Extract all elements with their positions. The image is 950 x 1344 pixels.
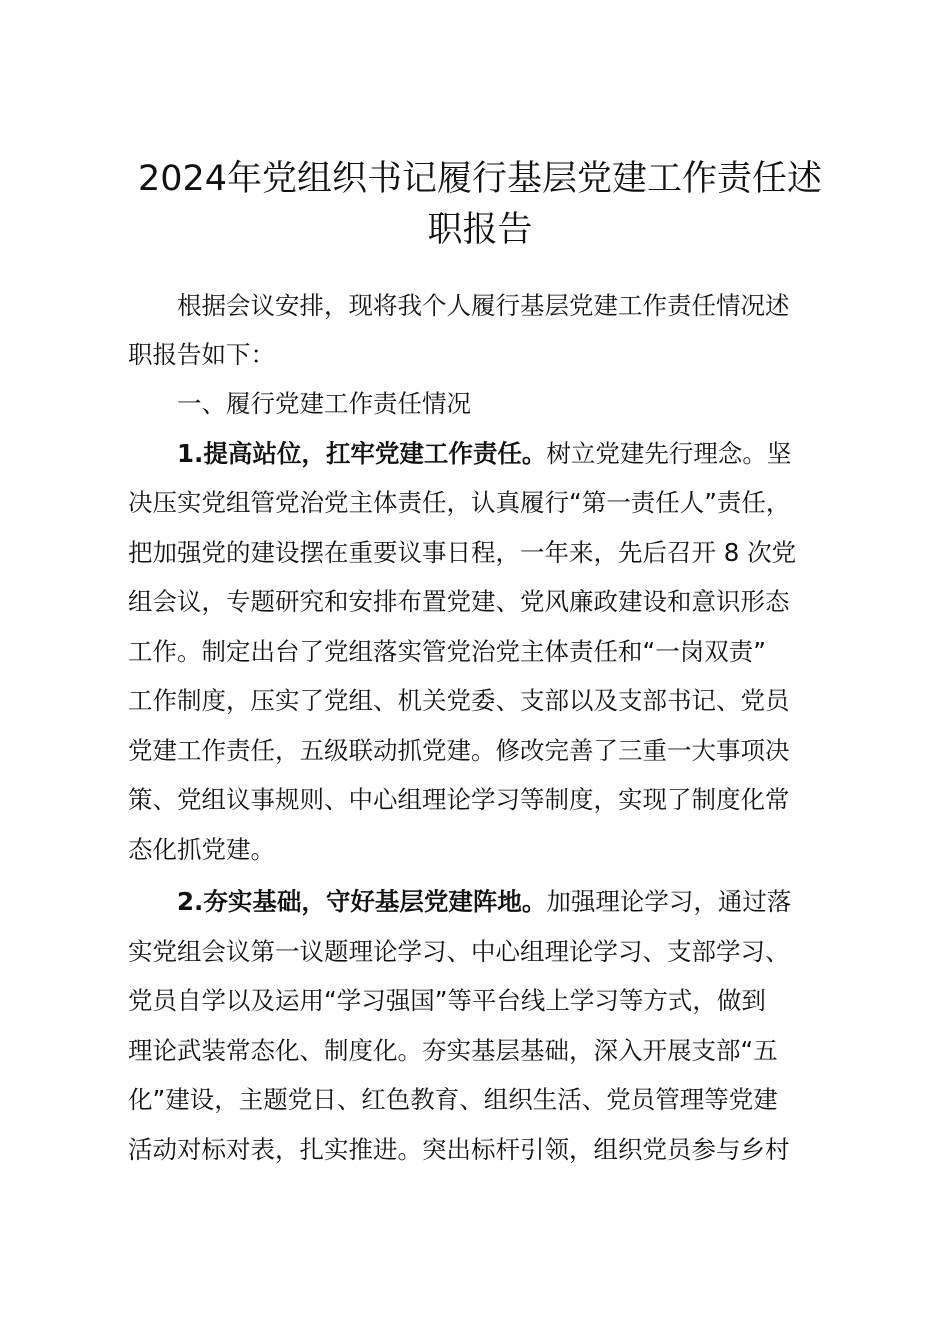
paragraph-1-line: 把加强党的建设摆在重要议事日程，一年来，先后召开 8 次党 (128, 538, 797, 567)
paragraph-1-line: 工作。制定出台了党组落实管党治党主体责任和“一岗双责” (128, 637, 766, 666)
paragraph-1-line: 工作制度，压实了党组、机关党委、支部以及支部书记、党员 (128, 686, 790, 715)
paragraph-1-lead: 1.提高站位，扛牢党建工作责任。 (177, 439, 547, 468)
paragraph-2-line: 实党组会议第一议题理论学习、中心组理论学习、支部学习、 (128, 937, 790, 966)
document-title-line-1: 2024年党组织书记履行基层党建工作责任述 (137, 159, 823, 199)
intro-line-1: 根据会议安排，现将我个人履行基层党建工作责任情况述 (177, 291, 790, 320)
section-heading: 一、履行党建工作责任情况 (177, 389, 471, 418)
paragraph-1-line: 党建工作责任，五级联动抓党建。修改完善了三重一大事项决 (128, 736, 790, 765)
paragraph-1-first-line-rest: 树立党建先行理念。坚 (546, 439, 792, 468)
paragraph-1-line-1 (177, 437, 791, 471)
paragraph-2-line: 活动对标对表，扎实推进。突出标杆引领，组织党员参与乡村 (128, 1135, 790, 1164)
paragraph-2-line-1 (177, 885, 791, 919)
paragraph-2-first-line-rest: 加强理论学习，通过落 (546, 887, 792, 916)
intro-line-2: 职报告如下： (128, 340, 275, 369)
paragraph-1-line: 策、党组议事规则、中心组理论学习等制度，实现了制度化常 (128, 785, 790, 814)
paragraph-2-line: 化”建设，主题党日、红色教育、组织生活、党员管理等党建 (128, 1085, 778, 1114)
document-title-line-2: 职报告 (427, 210, 533, 250)
paragraph-1-line: 组会议，专题研究和安排布置党建、党风廉政建设和意识形态 (128, 587, 790, 616)
paragraph-2-lead: 2.夯实基础，守好基层党建阵地。 (177, 887, 547, 916)
paragraph-1-line: 决压实党组管党治党主体责任，认真履行“第一责任人”责任， (128, 488, 791, 517)
paragraph-1-line: 态化抓党建。 (128, 835, 275, 864)
paragraph-2-line: 理论武装常态化、制度化。夯实基层基础，深入开展支部“五 (128, 1036, 778, 1065)
paragraph-2-line: 党员自学以及运用“学习强国”等平台线上学习等方式，做到 (128, 986, 766, 1015)
